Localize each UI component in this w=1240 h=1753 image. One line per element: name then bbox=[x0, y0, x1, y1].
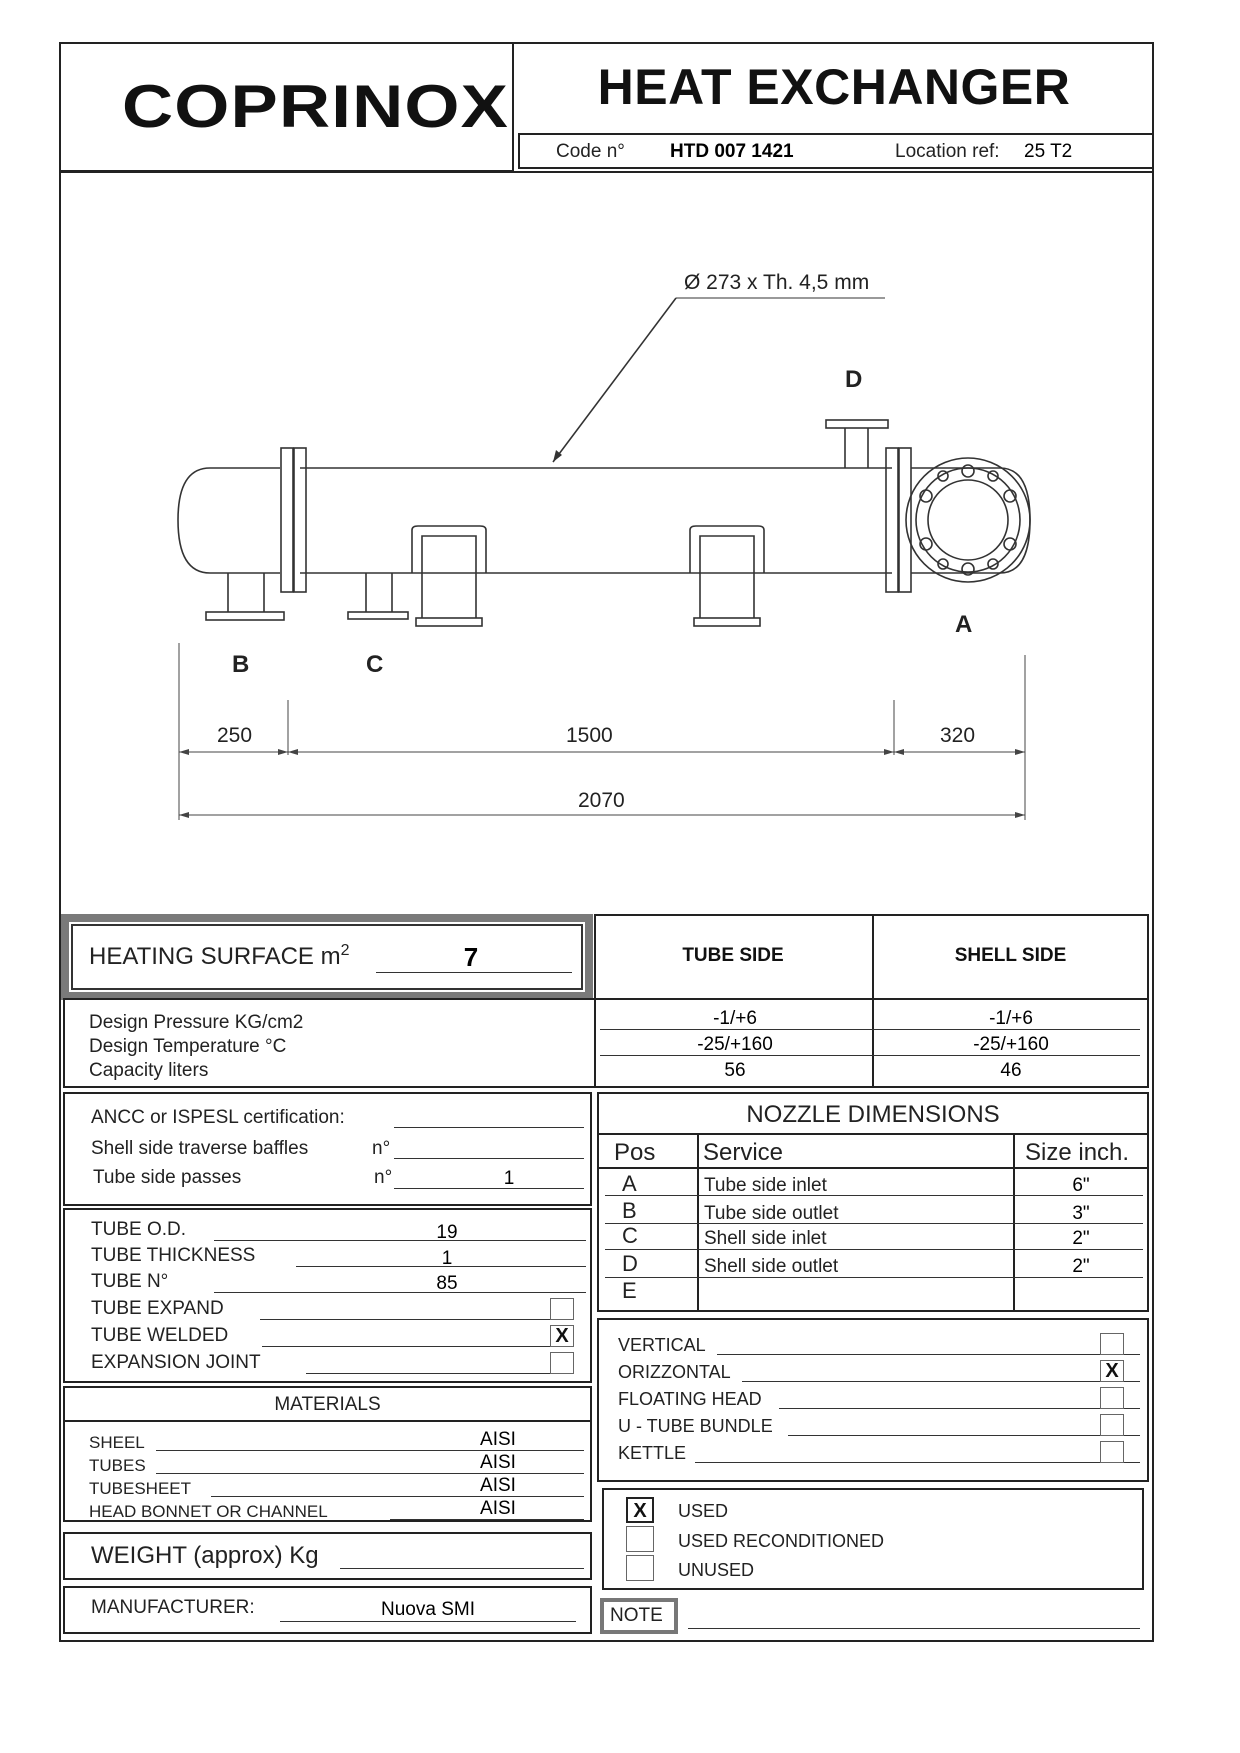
nozzle-label-c: C bbox=[366, 651, 384, 678]
ancc-line bbox=[394, 1127, 584, 1128]
condition-used-checkbox[interactable]: X bbox=[626, 1497, 654, 1523]
nozzle-row-b-pos: B bbox=[622, 1198, 637, 1223]
nozzle-row-d-size: 2" bbox=[1072, 1256, 1090, 1277]
tube-count-value: 85 bbox=[436, 1273, 458, 1294]
tube-welded-line bbox=[262, 1346, 550, 1347]
manufacturer-value: Nuova SMI bbox=[381, 1599, 475, 1620]
orientation-floating-checkbox[interactable] bbox=[1100, 1387, 1124, 1409]
nozzle-service-header: Service bbox=[703, 1139, 784, 1166]
orientation-kettle-line bbox=[695, 1462, 1140, 1463]
capacity-label: Capacity liters bbox=[89, 1060, 209, 1081]
tube-od-value: 19 bbox=[436, 1222, 458, 1243]
passes-line bbox=[394, 1188, 584, 1189]
orientation-floating-line bbox=[779, 1408, 1140, 1409]
dimension-1500: 1500 bbox=[566, 724, 613, 747]
nozzle-row-c-service: Shell side inlet bbox=[704, 1228, 827, 1249]
tube-expand-line bbox=[260, 1319, 550, 1320]
nozzle-pos-header: Pos bbox=[614, 1139, 656, 1166]
shell-pressure: -1/+6 bbox=[989, 1008, 1033, 1029]
nozzle-row-line-1 bbox=[605, 1195, 1143, 1196]
dimension-2070: 2070 bbox=[578, 789, 625, 812]
tube-od-line bbox=[214, 1240, 586, 1241]
tube-welded-checkbox[interactable]: X bbox=[550, 1325, 574, 1347]
nozzle-row-b-size: 3" bbox=[1072, 1203, 1090, 1224]
tube-expand-label: TUBE EXPAND bbox=[91, 1298, 224, 1319]
orientation-utube-label: U - TUBE BUNDLE bbox=[618, 1416, 773, 1436]
left-flange-1 bbox=[281, 448, 293, 592]
saddle-left bbox=[412, 526, 486, 618]
material-sheel-value: AISI bbox=[480, 1429, 516, 1450]
design-pressure-label: Design Pressure KG/cm2 bbox=[89, 1012, 304, 1033]
baffles-label: Shell side traverse baffles bbox=[91, 1138, 309, 1159]
nozzle-row-d-pos: D bbox=[622, 1251, 638, 1276]
tube-od-label: TUBE O.D. bbox=[91, 1219, 187, 1240]
material-head-label: HEAD BONNET OR CHANNEL bbox=[89, 1502, 328, 1521]
tube-side-header: TUBE SIDE bbox=[682, 945, 784, 966]
orientation-horizontal-line bbox=[742, 1381, 1140, 1382]
heating-surface-value: 7 bbox=[463, 942, 479, 972]
material-sheel-label: SHEEL bbox=[89, 1433, 145, 1452]
tube-pressure: -1/+6 bbox=[713, 1008, 757, 1029]
nozzle-label-d: D bbox=[845, 366, 863, 393]
nozzle-c bbox=[366, 573, 392, 612]
manufacturer-line bbox=[280, 1621, 576, 1622]
note-line bbox=[688, 1628, 1140, 1629]
nozzle-b bbox=[228, 573, 264, 612]
condition-reconditioned-label: USED RECONDITIONED bbox=[678, 1531, 885, 1551]
nozzle-row-line-4 bbox=[605, 1277, 1143, 1278]
nozzle-row-e-pos: E bbox=[622, 1278, 637, 1303]
document-title: HEAT EXCHANGER bbox=[597, 59, 1071, 115]
passes-label: Tube side passes bbox=[93, 1167, 242, 1188]
orientation-vertical-line bbox=[717, 1354, 1140, 1355]
passes-n: n° bbox=[374, 1167, 393, 1188]
nozzle-row-a-service: Tube side inlet bbox=[704, 1175, 827, 1196]
material-tubesheet-label: TUBESHEET bbox=[89, 1479, 192, 1498]
manufacturer-label: MANUFACTURER: bbox=[91, 1597, 255, 1618]
nozzle-row-c-pos: C bbox=[622, 1223, 638, 1248]
shell-temperature: -25/+160 bbox=[973, 1034, 1049, 1055]
heating-surface-unit: 2 bbox=[340, 942, 350, 959]
orientation-kettle-label: KETTLE bbox=[618, 1443, 687, 1463]
nozzle-table-title: NOZZLE DIMENSIONS bbox=[746, 1101, 1000, 1128]
expansion-joint-line bbox=[306, 1373, 550, 1374]
baffles-n: n° bbox=[372, 1138, 391, 1159]
material-tubes-label: TUBES bbox=[89, 1456, 146, 1475]
condition-unused-checkbox[interactable] bbox=[626, 1555, 654, 1581]
tube-welded-label: TUBE WELDED bbox=[91, 1325, 229, 1346]
shell-capacity: 46 bbox=[1000, 1060, 1022, 1081]
material-tubes-value: AISI bbox=[480, 1452, 516, 1473]
weight-label: WEIGHT (approx) Kg bbox=[91, 1542, 319, 1569]
tube-thickness-label: TUBE THICKNESS bbox=[91, 1245, 256, 1266]
orientation-vertical-label: VERTICAL bbox=[618, 1335, 706, 1355]
nozzle-size-header: Size inch. bbox=[1025, 1139, 1130, 1166]
nozzle-label-a: A bbox=[955, 611, 973, 638]
design-row-line-1 bbox=[600, 1029, 1140, 1030]
expansion-joint-checkbox[interactable] bbox=[550, 1352, 574, 1374]
nozzle-d bbox=[845, 428, 868, 468]
tube-thickness-value: 1 bbox=[441, 1248, 453, 1269]
nozzle-row-a-size: 6" bbox=[1072, 1175, 1090, 1196]
tube-expand-checkbox[interactable] bbox=[550, 1298, 574, 1320]
tube-count-label: TUBE N° bbox=[91, 1271, 169, 1292]
right-flange-2 bbox=[899, 448, 911, 592]
right-head bbox=[911, 468, 1030, 573]
design-row-line-2 bbox=[600, 1055, 1140, 1056]
left-head bbox=[178, 468, 280, 573]
coprinox-logo: COPRINOX bbox=[122, 73, 510, 140]
orientation-kettle-checkbox[interactable] bbox=[1100, 1441, 1124, 1463]
nozzle-row-a-pos: A bbox=[622, 1171, 637, 1196]
orientation-horizontal-label: ORIZZONTAL bbox=[618, 1362, 731, 1382]
material-tubesheet-line bbox=[211, 1496, 584, 1497]
condition-used-label: USED bbox=[678, 1501, 729, 1521]
orientation-utube-line bbox=[788, 1435, 1140, 1436]
nozzle-row-b-service: Tube side outlet bbox=[704, 1203, 839, 1224]
orientation-vertical-checkbox[interactable] bbox=[1100, 1333, 1124, 1355]
shell-side-header: SHELL SIDE bbox=[954, 945, 1067, 966]
note-label: NOTE bbox=[610, 1605, 663, 1626]
right-flange-1 bbox=[886, 448, 898, 592]
code-value: HTD 007 1421 bbox=[670, 141, 794, 162]
tube-capacity: 56 bbox=[724, 1060, 746, 1081]
design-temperature-label: Design Temperature °C bbox=[89, 1036, 287, 1057]
weight-line bbox=[340, 1568, 584, 1569]
nozzle-title-divider bbox=[597, 1133, 1149, 1135]
saddle-right bbox=[690, 526, 764, 618]
left-flange-2 bbox=[294, 448, 306, 592]
materials-title: MATERIALS bbox=[274, 1394, 381, 1415]
condition-reconditioned-checkbox[interactable] bbox=[626, 1526, 654, 1552]
shell-dimension-annotation: Ø 273 x Th. 4,5 mm bbox=[684, 271, 870, 294]
heating-surface-label bbox=[89, 942, 349, 971]
tube-temperature: -25/+160 bbox=[697, 1034, 773, 1055]
shell-body bbox=[300, 468, 892, 573]
expansion-joint-label: EXPANSION JOINT bbox=[91, 1352, 261, 1373]
orientation-utube-checkbox[interactable] bbox=[1100, 1414, 1124, 1436]
code-label: Code n° bbox=[556, 141, 625, 162]
baffles-line bbox=[394, 1158, 584, 1159]
design-left-divider bbox=[594, 998, 596, 1088]
tube-count-line bbox=[214, 1292, 586, 1293]
heating-surface-text: HEATING SURFACE m bbox=[89, 943, 341, 970]
shell-leader bbox=[553, 298, 676, 462]
nozzle-row-c-size: 2" bbox=[1072, 1228, 1090, 1249]
passes-value: 1 bbox=[503, 1168, 515, 1189]
orientation-floating-label: FLOATING HEAD bbox=[618, 1389, 762, 1409]
material-tubesheet-value: AISI bbox=[480, 1475, 516, 1496]
condition-unused-label: UNUSED bbox=[678, 1560, 755, 1580]
nozzle-label-b: B bbox=[232, 651, 250, 678]
orientation-horizontal-checkbox[interactable]: X bbox=[1100, 1360, 1124, 1382]
nozzle-row-line-3 bbox=[605, 1249, 1143, 1250]
nozzle-header-divider bbox=[597, 1167, 1149, 1169]
nozzle-row-line-2 bbox=[605, 1223, 1143, 1224]
location-value: 25 T2 bbox=[1024, 141, 1073, 162]
dimension-250: 250 bbox=[217, 724, 253, 747]
ancc-label: ANCC or ISPESL certification: bbox=[91, 1107, 345, 1128]
location-label: Location ref: bbox=[895, 141, 1000, 162]
material-head-value: AISI bbox=[480, 1498, 516, 1519]
nozzle-row-d-service: Shell side outlet bbox=[704, 1256, 839, 1277]
dimension-320: 320 bbox=[940, 724, 976, 747]
